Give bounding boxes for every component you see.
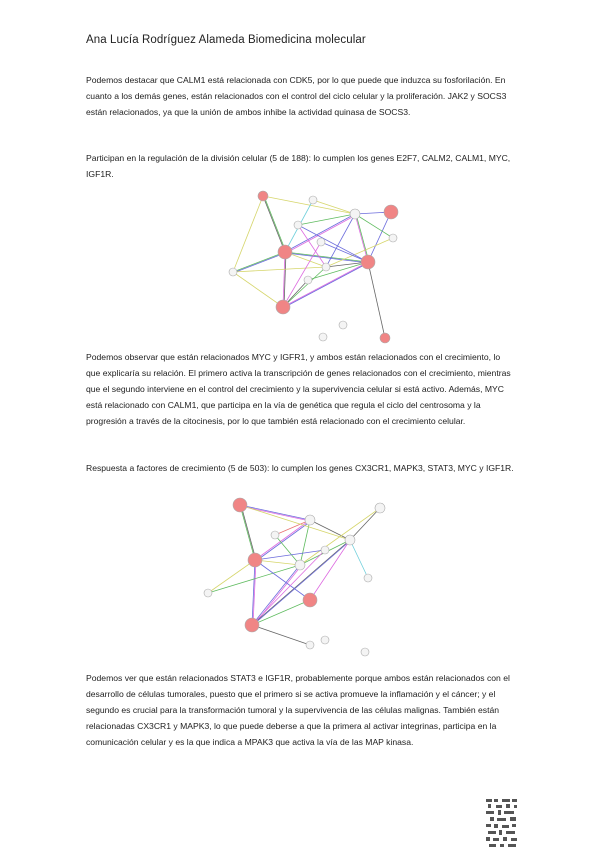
page-header: Ana Lucía Rodríguez Alameda Biomedicina molecular [86,34,366,46]
network-image-1 [203,180,418,348]
paragraph-4: Respuesta a factores de crecimiento (5 de 503): lo cumplen los genes CX3CR1, MAPK3, STAT3, MYC y IGF1R. [86,463,514,473]
paragraph-2: Participan en la regulación de la división celular (5 de 188): lo cumplen los genes E2F7, CALM2, CALM1, MYC, IGF1R. [86,153,511,179]
qr-code-stamp [484,797,520,848]
network-node [258,191,268,201]
string-network-graph-2 [200,490,400,662]
string-network-graph-1 [203,180,418,348]
network-image-2 [200,490,400,662]
paragraph-5: Podemos ver que están relacionados STAT3 e IGF1R, probablemente porque ambos están relacionados con el desarrollo de células tumorales, puesto que el primero si se activa promueve la inflamación y el cáncer; y el segundo es crucial para la transformación tumoral y la supervivencia de las células malignas. También están relacionadas CX3CR1 y MAPK3, lo que puede deberse a que la primera al activar integrinas, participa en la comunicación celular y es la que indica a MPAK3 que activa la vía de las MAP kinasa. [86,673,510,747]
paragraph-1: Podemos destacar que CALM1 está relacionada con CDK5, por lo que puede que induzca su fosforilación. En cuanto a los demás genes, están relacionados con el control del ciclo celular y la proliferación. JAK2 y SOCS3 están relacionados, ya que la unión de ambos inhibe la actividad quinasa de SOCS3. [86,75,507,117]
paragraph-3: Podemos observar que están relacionados MYC y IGFR1, y ambos están relacionados con el crecimiento, lo que explicaría su relación. El primero activa la transcripción de genes relacionados con el crecimiento, mientras que el segundo interviene en el control del crecimiento y la supervivencia celular si está activo. Además, MYC está relacionado con CALM1, que participa en la vía de genética que regula el ciclo del centrosoma y la progresión a través de la citocinesis, por lo que también está relacionado con el crecimiento celular. [86,352,511,426]
